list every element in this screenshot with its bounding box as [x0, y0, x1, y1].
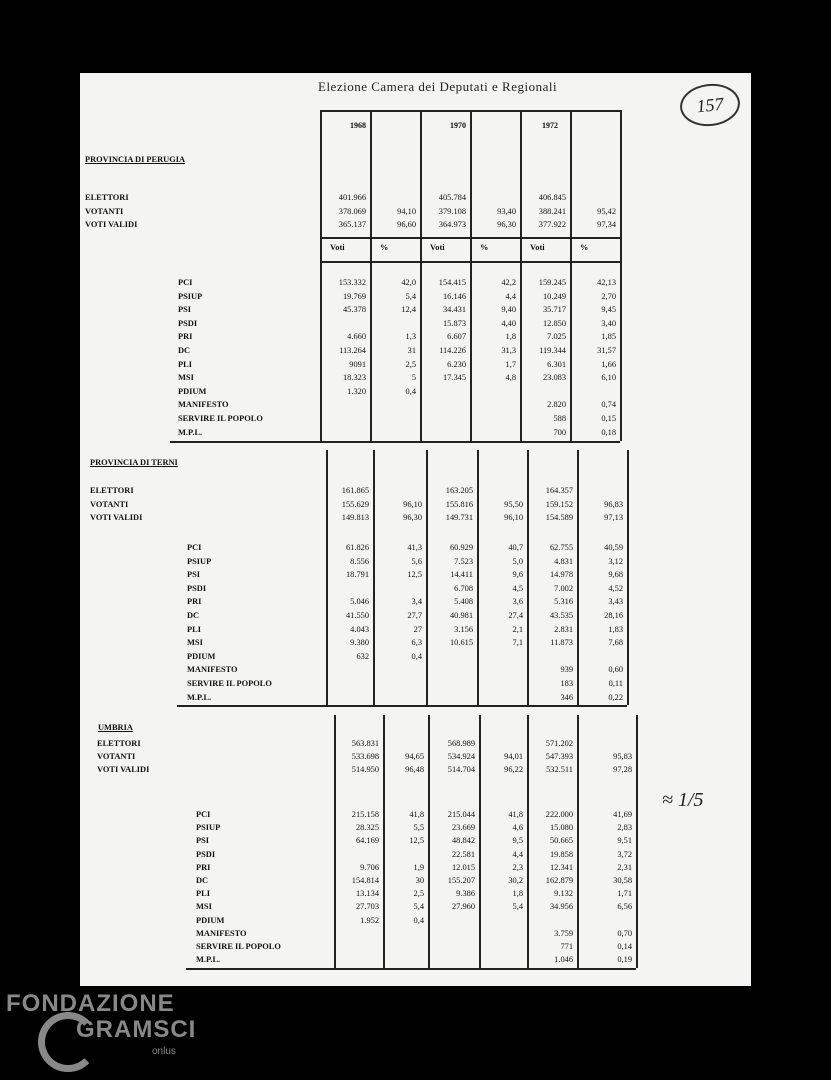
- party-value: 40,7: [508, 543, 523, 552]
- party-value: 34.956: [549, 902, 573, 912]
- party-value: 4,4: [512, 849, 523, 859]
- party-value: 113.264: [339, 346, 366, 355]
- summary-value: 547.393: [545, 752, 573, 762]
- party-value: 4.660: [347, 332, 366, 342]
- party-label: PRI: [187, 597, 202, 607]
- grid-line-horizontal: [320, 110, 620, 112]
- party-value: 2,3: [512, 862, 523, 872]
- party-value: 9091: [349, 359, 366, 369]
- party-label: PDIUM: [187, 651, 216, 661]
- party-value: 155.207: [447, 876, 475, 885]
- party-value: 7.025: [547, 332, 566, 342]
- party-value: 1,9: [413, 862, 424, 872]
- party-value: 700: [553, 427, 566, 437]
- summary-value: 377.922: [538, 220, 566, 230]
- party-value: 2,5: [405, 359, 416, 369]
- party-value: 60.929: [449, 543, 473, 552]
- party-label: PLI: [196, 889, 210, 899]
- party-value: 17.345: [442, 373, 466, 383]
- summary-value: 155.816: [445, 499, 473, 509]
- summary-value: 96,48: [405, 765, 424, 775]
- party-value: 6,3: [411, 638, 422, 648]
- party-value: 114.226: [439, 346, 466, 355]
- party-value: 18.323: [342, 373, 366, 383]
- party-value: 30: [415, 876, 424, 885]
- party-value: 159.245: [538, 278, 566, 287]
- party-value: 34.431: [442, 305, 466, 315]
- party-label: SERVIRE IL POPOLO: [196, 942, 281, 951]
- party-label: PSI: [196, 836, 210, 846]
- party-value: 9,40: [501, 305, 516, 315]
- party-value: 41,69: [613, 810, 632, 819]
- party-value: 13.134: [355, 889, 379, 899]
- party-value: 1,66: [601, 359, 616, 369]
- party-value: 15.080: [549, 823, 573, 833]
- party-value: 0,11: [608, 679, 623, 688]
- summary-label: VOTI VALIDI: [90, 513, 143, 523]
- party-label: PCI: [178, 278, 193, 287]
- summary-value: 534.924: [447, 752, 475, 762]
- party-value: 8.556: [350, 556, 369, 566]
- grid-line-vertical: [570, 110, 572, 441]
- party-value: 5,4: [413, 902, 424, 912]
- party-value: 1,8: [505, 332, 516, 342]
- party-value: 3.156: [454, 624, 473, 634]
- party-value: 154.415: [438, 278, 466, 287]
- party-value: 50.665: [549, 836, 573, 846]
- summary-label: VOTANTI: [90, 499, 129, 509]
- summary-value: 154.589: [545, 513, 573, 523]
- party-value: 6,10: [601, 373, 616, 383]
- column-header: %: [380, 243, 389, 252]
- summary-value: 94,01: [504, 752, 523, 762]
- summary-value: 401.966: [338, 193, 366, 202]
- party-value: 5,6: [411, 556, 422, 566]
- party-value: 1,85: [601, 332, 616, 342]
- party-value: 1,83: [608, 624, 623, 634]
- party-value: 23.083: [542, 373, 566, 383]
- party-label: MSI: [196, 902, 212, 912]
- party-value: 3,12: [608, 556, 623, 566]
- party-value: 64.169: [355, 836, 379, 846]
- column-header: Voti: [530, 243, 545, 252]
- party-value: 6.301: [547, 359, 566, 369]
- party-label: PCI: [187, 543, 202, 552]
- party-value: 12,5: [407, 570, 422, 580]
- party-value: 30,2: [508, 876, 523, 885]
- summary-value: 568.989: [447, 739, 475, 748]
- party-value: 41,3: [407, 543, 422, 552]
- summary-label: ELETTORI: [85, 193, 129, 202]
- party-value: 5,4: [512, 902, 523, 912]
- summary-value: 97,13: [604, 513, 623, 523]
- party-value: 9.706: [360, 862, 379, 872]
- party-value: 5.316: [554, 597, 573, 607]
- party-value: 2,1: [512, 624, 523, 634]
- party-value: 45.378: [342, 305, 366, 315]
- grid-line-vertical: [620, 110, 622, 441]
- party-value: 10.615: [449, 638, 473, 648]
- party-value: 3,40: [601, 318, 616, 328]
- party-value: 588: [553, 414, 566, 423]
- party-value: 12,4: [401, 305, 416, 315]
- summary-value: 364.973: [438, 220, 466, 230]
- party-label: SERVIRE IL POPOLO: [178, 414, 263, 423]
- party-value: 9,5: [512, 836, 523, 846]
- grid-line-vertical: [627, 450, 629, 705]
- party-value: 27.960: [451, 902, 475, 912]
- party-value: 5,4: [405, 291, 416, 301]
- party-value: 42,13: [597, 278, 616, 287]
- party-label: PSIUP: [196, 823, 221, 833]
- party-value: 2,31: [617, 862, 632, 872]
- party-value: 19.858: [549, 849, 573, 859]
- party-value: 4,5: [512, 583, 523, 593]
- party-value: 9,45: [601, 305, 616, 315]
- party-value: 0,60: [608, 665, 623, 675]
- summary-value: 96,83: [604, 499, 623, 509]
- column-header: %: [480, 243, 489, 252]
- party-value: 7.002: [554, 583, 573, 593]
- summary-value: 533.698: [351, 752, 379, 762]
- party-value: 3,6: [512, 597, 523, 607]
- party-value: 939: [560, 665, 573, 675]
- section-title: PROVINCIA DI TERNI: [90, 458, 178, 467]
- fondazione-gramsci-logo: [6, 990, 197, 1057]
- party-label: PRI: [178, 332, 193, 342]
- party-value: 61.826: [345, 543, 369, 552]
- party-value: 1.046: [554, 955, 573, 965]
- party-value: 0,18: [601, 427, 616, 437]
- summary-value: 97,34: [597, 220, 616, 230]
- summary-label: VOTI VALIDI: [97, 765, 150, 775]
- party-label: PSIUP: [178, 291, 203, 301]
- party-value: 23.669: [451, 823, 475, 833]
- party-value: 9.380: [350, 638, 369, 648]
- summary-label: VOTANTI: [85, 206, 124, 216]
- section-title: PROVINCIA DI PERUGIA: [85, 155, 186, 164]
- party-value: 1,71: [617, 889, 632, 899]
- party-value: 7,68: [608, 638, 623, 648]
- party-value: 30,58: [613, 876, 632, 885]
- summary-value: 406.845: [538, 193, 566, 202]
- party-value: 12,5: [409, 836, 424, 846]
- summary-label: VOTANTI: [97, 752, 136, 762]
- summary-label: ELETTORI: [97, 739, 141, 748]
- grid-line-horizontal: [320, 237, 620, 239]
- party-value: 2.831: [554, 624, 573, 634]
- summary-value: 96,10: [504, 513, 523, 523]
- party-value: 12.015: [451, 862, 475, 872]
- party-value: 16.146: [442, 291, 466, 301]
- grid-line-vertical: [420, 110, 422, 441]
- party-label: PLI: [178, 359, 192, 369]
- party-label: PDIUM: [178, 386, 207, 396]
- summary-value: 163.205: [445, 486, 473, 495]
- party-label: DC: [196, 876, 209, 885]
- document-page: [80, 73, 751, 986]
- party-value: 2,70: [601, 291, 616, 301]
- party-value: 3,72: [617, 849, 632, 859]
- party-value: 0,19: [617, 955, 632, 965]
- party-label: PSDI: [178, 318, 198, 328]
- party-value: 154.814: [351, 876, 379, 885]
- page-number-stamp: 157: [678, 81, 742, 129]
- party-value: 9,51: [617, 836, 632, 846]
- party-value: 9,68: [608, 570, 623, 580]
- party-label: PLI: [187, 624, 201, 634]
- party-value: 4,8: [505, 373, 516, 383]
- year-header: 1970: [450, 121, 466, 130]
- party-value: 31: [407, 346, 416, 355]
- summary-value: 514.950: [351, 765, 379, 775]
- party-value: 6.230: [447, 359, 466, 369]
- party-value: 5: [411, 373, 416, 383]
- summary-value: 95,83: [613, 752, 632, 762]
- grid-line-horizontal: [320, 261, 620, 263]
- party-value: 2,5: [413, 889, 424, 899]
- party-value: 11.873: [550, 638, 573, 648]
- party-value: 7,1: [512, 638, 523, 648]
- party-value: 215.044: [447, 810, 475, 819]
- party-value: 31,57: [597, 346, 616, 355]
- year-header: 1972: [542, 121, 558, 130]
- party-value: 0,15: [601, 414, 616, 423]
- party-label: PCI: [196, 810, 211, 819]
- party-value: 6.708: [454, 583, 473, 593]
- party-value: 42,0: [401, 278, 416, 287]
- party-value: 12.850: [542, 318, 566, 328]
- summary-value: 563.831: [351, 739, 379, 748]
- year-header: 1968: [350, 121, 366, 130]
- party-value: 6,56: [617, 902, 632, 912]
- party-value: 153.332: [338, 278, 366, 287]
- party-value: 62.755: [549, 543, 573, 552]
- summary-value: 96,10: [403, 499, 422, 509]
- party-label: PSDI: [196, 849, 216, 859]
- party-value: 632: [356, 651, 369, 661]
- party-label: DC: [187, 611, 200, 620]
- party-label: PSDI: [187, 583, 207, 593]
- party-value: 3,4: [411, 597, 422, 607]
- summary-value: 379.108: [438, 206, 466, 216]
- party-value: 10.249: [542, 291, 566, 301]
- summary-value: 155.629: [341, 499, 369, 509]
- party-value: 162.879: [545, 876, 573, 885]
- party-value: 28,16: [604, 611, 623, 620]
- party-value: 48.842: [451, 836, 475, 846]
- summary-value: 96,22: [504, 765, 523, 775]
- party-value: 346: [560, 692, 573, 702]
- party-value: 5.408: [454, 597, 473, 607]
- party-value: 3,43: [608, 597, 623, 607]
- summary-value: 514.704: [447, 765, 475, 775]
- party-value: 1.320: [347, 386, 366, 396]
- party-value: 18.791: [345, 570, 369, 580]
- party-value: 183: [560, 679, 573, 688]
- summary-label: ELETTORI: [90, 486, 134, 495]
- party-label: DC: [178, 346, 191, 355]
- party-label: MSI: [187, 638, 203, 648]
- document-title: Elezione Camera dei Deputati e Regionali: [318, 79, 558, 94]
- section-title: UMBRIA: [98, 723, 133, 732]
- logo-line-3: onlus: [152, 1046, 176, 1057]
- party-value: 2,83: [617, 823, 632, 833]
- party-label: MANIFESTO: [187, 665, 238, 675]
- summary-value: 405.784: [438, 193, 466, 202]
- logo-line-1: FONDAZIONE: [6, 990, 175, 1017]
- party-value: 43.535: [549, 611, 573, 620]
- grid-line-vertical: [470, 110, 472, 441]
- party-value: 9.386: [456, 889, 475, 899]
- party-value: 0,4: [411, 651, 422, 661]
- party-label: PSI: [187, 570, 201, 580]
- party-value: 0,14: [617, 942, 632, 951]
- party-label: PRI: [196, 862, 211, 872]
- summary-value: 94,10: [397, 206, 416, 216]
- summary-value: 532.511: [546, 765, 573, 775]
- party-value: 4.043: [350, 624, 369, 634]
- summary-value: 149.731: [445, 513, 473, 523]
- party-value: 7.523: [454, 556, 473, 566]
- party-value: 0,74: [601, 400, 616, 410]
- party-value: 27,4: [508, 611, 523, 620]
- party-value: 215.158: [351, 810, 379, 819]
- grid-line-horizontal: [170, 441, 620, 443]
- party-value: 41,8: [508, 810, 523, 819]
- grid-line-vertical: [577, 715, 579, 968]
- party-label: PDIUM: [196, 915, 225, 925]
- party-value: 41,8: [409, 810, 424, 819]
- party-label: M.P.L.: [187, 692, 212, 702]
- party-value: 14.411: [450, 570, 473, 580]
- party-value: 0,4: [405, 386, 416, 396]
- party-value: 19.769: [342, 291, 366, 301]
- party-label: PSI: [178, 305, 192, 315]
- summary-value: 159.152: [545, 499, 573, 509]
- party-value: 5,5: [413, 823, 424, 833]
- party-value: 771: [560, 942, 573, 951]
- party-label: M.P.L.: [196, 955, 221, 965]
- party-value: 0,22: [608, 692, 623, 702]
- party-value: 9,6: [512, 570, 523, 580]
- summary-value: 97,28: [613, 765, 632, 775]
- party-value: 4,40: [501, 318, 516, 328]
- party-value: 4,6: [512, 823, 523, 833]
- grid-line-horizontal: [186, 968, 636, 970]
- party-value: 1,3: [405, 332, 416, 342]
- column-header: Voti: [430, 243, 445, 252]
- grid-line-vertical: [636, 715, 638, 968]
- party-value: 5,0: [512, 556, 523, 566]
- summary-value: 388.241: [538, 206, 566, 216]
- summary-value: 96,60: [397, 220, 416, 230]
- party-value: 31,3: [501, 346, 516, 355]
- party-label: MSI: [178, 373, 194, 383]
- party-value: 40,59: [604, 543, 623, 552]
- party-value: 15.873: [442, 318, 466, 328]
- summary-value: 571.202: [545, 739, 573, 748]
- party-label: MANIFESTO: [178, 400, 229, 410]
- summary-value: 96,30: [403, 513, 422, 523]
- party-value: 2.820: [547, 400, 566, 410]
- party-value: 4,52: [608, 583, 623, 593]
- party-value: 1,7: [505, 359, 516, 369]
- summary-value: 149.813: [341, 513, 369, 523]
- party-value: 0,4: [413, 915, 424, 925]
- party-label: M.P.L.: [178, 427, 203, 437]
- summary-value: 365.137: [338, 220, 366, 230]
- party-value: 35.717: [542, 305, 566, 315]
- party-value: 41.550: [345, 611, 369, 620]
- party-value: 6.607: [447, 332, 466, 342]
- summary-value: 94,65: [405, 752, 424, 762]
- party-value: 27: [413, 624, 422, 634]
- party-value: 3.759: [554, 928, 573, 938]
- party-value: 28.325: [355, 823, 379, 833]
- summary-value: 378.069: [338, 206, 366, 216]
- grid-line-horizontal: [177, 705, 627, 707]
- party-value: 22.581: [451, 849, 475, 859]
- summary-value: 93,40: [497, 206, 516, 216]
- summary-value: 95,42: [597, 206, 616, 216]
- summary-value: 95,50: [504, 499, 523, 509]
- grid-line-vertical: [520, 110, 522, 441]
- party-value: 0,70: [617, 928, 632, 938]
- party-value: 12.341: [549, 862, 573, 872]
- party-value: 40.981: [449, 611, 473, 620]
- summary-value: 161.865: [341, 486, 369, 495]
- party-label: MANIFESTO: [196, 928, 247, 938]
- summary-value: 164.357: [545, 486, 573, 495]
- party-value: 5.046: [350, 597, 369, 607]
- party-value: 9.132: [554, 889, 573, 899]
- party-value: 119.344: [539, 346, 566, 355]
- column-header: %: [580, 243, 589, 252]
- column-header: Voti: [330, 243, 345, 252]
- party-label: PSIUP: [187, 556, 212, 566]
- party-label: SERVIRE IL POPOLO: [187, 679, 272, 688]
- party-value: 27,7: [407, 611, 422, 620]
- party-value: 14.978: [549, 570, 573, 580]
- party-value: 4,4: [505, 291, 516, 301]
- handwritten-margin-note: ≈ 1/5: [662, 789, 704, 811]
- party-value: 4.831: [554, 556, 573, 566]
- summary-label: VOTI VALIDI: [85, 220, 138, 230]
- party-value: 1,8: [512, 889, 523, 899]
- logo-line-2: GRAMSCI: [76, 1016, 197, 1043]
- summary-value: 96,30: [497, 220, 516, 230]
- party-value: 27.703: [355, 902, 379, 912]
- party-value: 1.952: [360, 915, 379, 925]
- party-value: 222.000: [545, 810, 573, 819]
- party-value: 42,2: [501, 278, 516, 287]
